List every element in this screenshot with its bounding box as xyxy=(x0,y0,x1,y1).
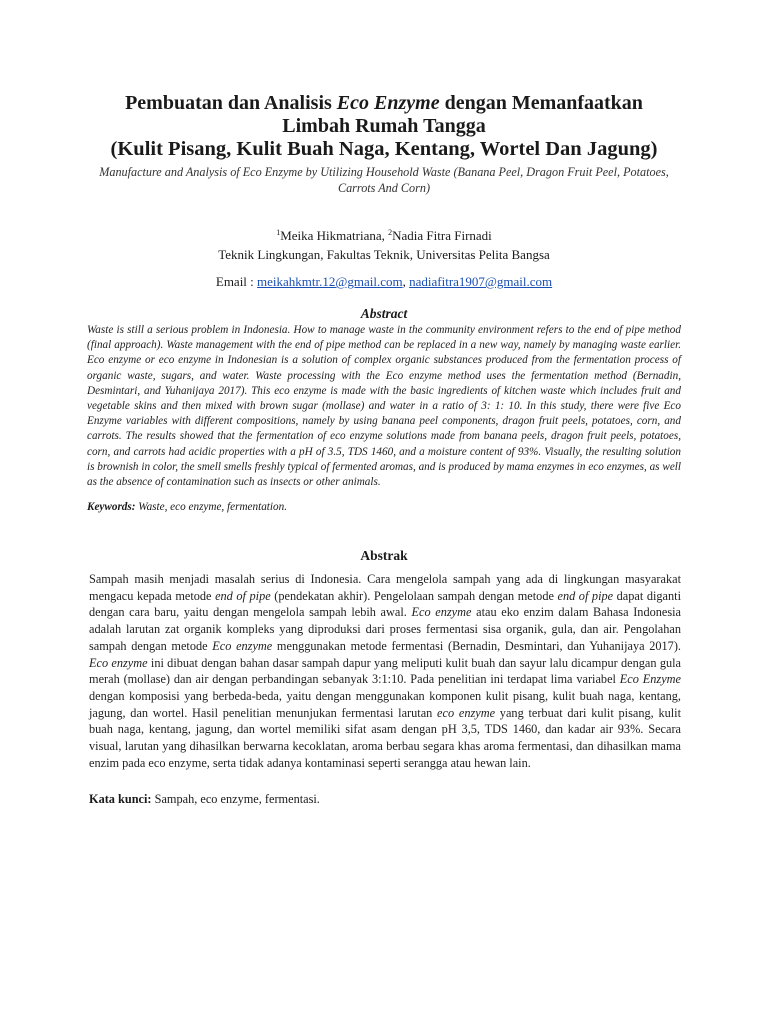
email-link-2[interactable]: nadiafitra1907@gmail.com xyxy=(409,274,553,289)
paper-title xyxy=(60,92,708,161)
keywords-en: Keywords: Waste, eco enzyme, fermentation. xyxy=(87,501,287,513)
abstrak-heading: Abstrak xyxy=(360,548,408,563)
email-line: Email : meikahkmtr.12@gmail.com, nadiafitra1907@gmail.com xyxy=(215,274,553,289)
keywords-id: Kata kunci: Sampah, eco enzyme, fermentasi. xyxy=(89,792,320,806)
abstract-heading: Abstract xyxy=(360,306,408,321)
author-affiliation: Teknik Lingkungan, Fakultas Teknik, Universitas Pelita Bangsa xyxy=(218,247,550,262)
english-subtitle: Manufacture and Analysis of Eco Enzyme by Utilizing Household Waste (Banana Peel, Dragon Fruit Peel, Potatoes, Carrots And Corn) xyxy=(99,165,669,195)
title-italic-term: Eco Enzyme xyxy=(336,92,440,114)
email-link-1[interactable]: meikahkmtr.12@gmail.com xyxy=(257,274,403,289)
keywords-label: Keywords: xyxy=(87,501,136,513)
abstract-body-id: Sampah masih menjadi masalah serius di Indonesia. Cara mengelola sampah yang ada di lingkungan masyarakat mengacu kepada metode end of pipe (pendekatan akhir). Pengelolaan sampah dengan metode end of pipe dapat diganti dengan cara baru, yaitu dengan mengelola sampah lebih awal. Eco enzyme atau eko enzim dalam Bahasa Indonesia adalah larutan zat organik kompleks yang diproduksi dari proses fermentasi sisa organik, gula, dan air. Pengolahan sampah dengan metode Eco enzyme menggunakan metode fermentasi (Bernadin, Desmintari, dan Yuhanijaya 2017). Eco enzyme ini dibuat dengan bahan dasar sampah dapur yang meliputi kulit buah dan sayur lalu dicampur dengan gula merah (mollase) dan air dengan perbandingan sebanyak 3:1:10. Pada penelitian ini terdapat lima variabel Eco Enzyme dengan komposisi yang berbeda-beda, yaitu dengan menggunakan komponen kulit pisang, kulit buah naga, kentang, jagung, dan wortel. Hasil penelitian menunjukan fermentasi larutan eco enzyme yang terbuat dari kulit pisang, kulit buah naga, kentang, jagung, dan wortel memiliki sifat asam dengan pH 3,5, TDS 1460, dan kadar air 93%. Secara visual, larutan yang dihasilkan berwarna kecoklatan, aroma berbau segara khas aroma fermentasi, dan dihasilkan mama enzim pada eco enzyme, serta tidak adanya kontaminasi seperti serangga atau hewan lain. xyxy=(89,572,682,770)
authors-block xyxy=(84,223,684,264)
title-line-1: Pembuatan dan Analisis Eco Enzyme dengan Memanfaatkan xyxy=(125,92,643,114)
kata-kunci-label: Kata kunci: xyxy=(89,792,152,806)
author-names: $^1$Meika Hikmatriana, $^2$Nadia Fitra Firnadi xyxy=(276,228,492,243)
title-line-2: Limbah Rumah Tangga xyxy=(282,115,486,137)
abstract-body-en: Waste is still a serious problem in Indonesia. How to manage waste in the community environment refers to the end of pipe method (final approach). Waste management with the end of pipe method can be replaced in a new way, namely by managing waste earlier. Eco enzyme or eco enzyme in Indonesian is a solution of complex organic substances produced from the fermentation process of organic waste, sugars, and water. Waste processing with the Eco enzyme method uses the fermentation method (Bernadin, Desmintari, and Yuhanijaya 2017). This eco enzyme is made with the basic ingredients of kitchen waste which includes fruit and vegetable skins and then mixed with brown sugar (mollase) and water in a ratio of 3: 1: 10. In this study, there were five Eco Enzyme variables with different compositions, namely by using banana peel components, dragon fruit peels, potatoes, corn, and carrots. The results showed that the fermentation of eco enzyme solutions made from banana peels, dragon fruit peels, potatoes, corn, and carrots had acidic properties with a pH of 3.5, TDS 1460, and a moisture content of 93%. Visually, the resulting solution is brownish in color, the smell smells freshly typical of fermented aromas, and is produced by mama enzymes in eco enzymes, as well as the absence of contamination such as insects or other animals. xyxy=(87,324,681,489)
title-line-3: (Kulit Pisang, Kulit Buah Naga, Kentang, Wortel Dan Jagung) xyxy=(110,138,658,160)
